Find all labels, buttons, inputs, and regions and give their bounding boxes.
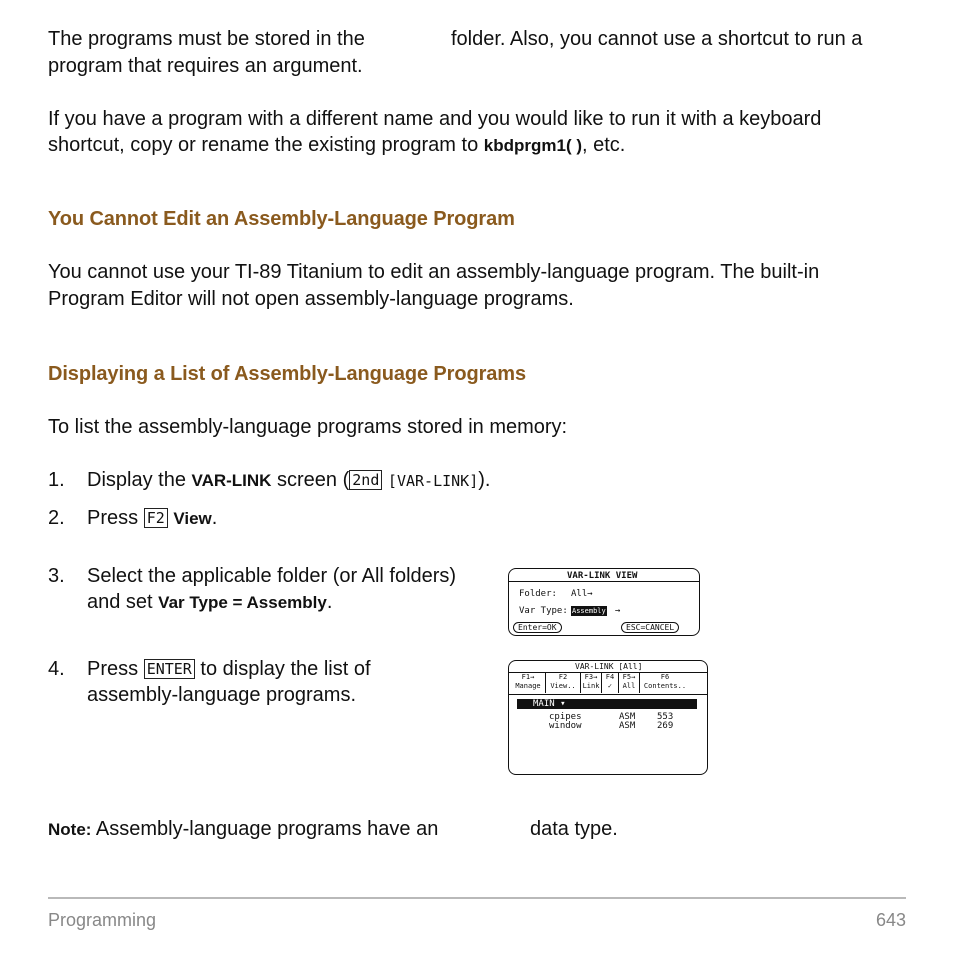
toolbar-tab-all[interactable]: F5→ All [619, 673, 640, 693]
shortcut-text: shortcut, copy or rename the existing program to [48, 134, 479, 156]
folder-main: MAIN ▾ [533, 699, 566, 709]
var-link-key: [VAR-LINK] [387, 472, 479, 490]
file-name-row1[interactable]: cpipes [549, 712, 582, 722]
screen-title: VAR-LINK [All] [575, 662, 643, 671]
step-text: Press [87, 507, 139, 529]
step-text: ). [478, 469, 491, 491]
file-type-row1: ASM [619, 712, 636, 722]
var-link-label: VAR-LINK [191, 471, 272, 490]
section2-intro: To list the assembly-language programs stored in memory: [48, 416, 568, 438]
footer-section: Programming [48, 910, 157, 930]
step-number: 2. [48, 507, 65, 529]
step-3-line2 [87, 589, 332, 616]
footer-divider [48, 897, 906, 899]
toolbar-tab-contents[interactable]: F6 Contents.. [643, 673, 687, 690]
file-type-row2: ASM [619, 721, 636, 731]
kbdprgm-code: kbdprgm1( ) [483, 136, 583, 155]
var-link-list-screen [508, 660, 708, 775]
step-3-line1: Select the applicable folder (or All folders) [87, 565, 457, 587]
note-text-b: data type. [530, 818, 618, 840]
shortcut-etc: , etc. [582, 134, 626, 156]
step-text: Press [87, 658, 139, 680]
step-number: 1. [48, 469, 65, 491]
enter-key: ENTER [144, 659, 195, 679]
vartype-arrow: → [615, 606, 621, 616]
section-heading-display: Displaying a List of Assembly-Language Programs [48, 363, 527, 385]
file-name-row2[interactable]: window [549, 721, 582, 731]
intro-text-b: folder. Also, you cannot use a shortcut to run a [451, 28, 863, 50]
step-text: to display the list of [200, 658, 371, 680]
2nd-key: 2nd [349, 470, 382, 490]
section1-line1: You cannot use your TI-89 Titanium to edit an assembly-language program. The built-in [48, 261, 820, 283]
screen-title: VAR-LINK VIEW [567, 571, 638, 581]
step-text: and set [87, 591, 153, 613]
title-divider [509, 581, 699, 582]
view-label: View [173, 509, 212, 528]
shortcut-paragraph-line2 [48, 132, 625, 159]
toolbar-tab-manage[interactable]: F1→ Manage [511, 673, 546, 693]
step-text: . [326, 591, 333, 613]
step-number: 3. [48, 565, 65, 587]
intro-text-a: The programs must be stored in the [48, 28, 365, 50]
page-number: 643 [875, 910, 906, 930]
toolbar-tab-view[interactable]: F2 View.. [546, 673, 581, 693]
note-label: Note: [48, 820, 92, 839]
toolbar-tab-check[interactable]: F4 ✓ [602, 673, 619, 693]
var-type-assembly: Var Type = Assembly [158, 593, 327, 612]
folder-label: Folder: [519, 589, 557, 599]
note-text-a: Assembly-language programs have an [95, 818, 439, 840]
vartype-value[interactable]: Assembly [572, 607, 606, 615]
step-2 [87, 505, 217, 532]
toolbar-bottom-line [509, 694, 707, 695]
section1-line2: Program Editor will not open assembly-language programs. [48, 288, 574, 310]
step-4-line1 [87, 656, 371, 682]
step-4-line2: assembly-language programs. [87, 684, 357, 706]
esc-cancel-button[interactable]: ESC=CANCEL [621, 622, 679, 633]
note [48, 816, 438, 843]
shortcut-paragraph-line1: If you have a program with a different name and you would like to run it with a keyboard [48, 108, 822, 130]
enter-ok-button[interactable]: Enter=OK [513, 622, 562, 633]
step-text: . [211, 507, 218, 529]
step-text: screen ( [277, 469, 350, 491]
file-size-row1: 553 [657, 712, 674, 722]
section-heading-edit: You Cannot Edit an Assembly-Language Program [48, 208, 515, 230]
vartype-label: Var Type: [519, 606, 568, 616]
step-text: Display the [87, 469, 186, 491]
var-link-view-screen [508, 568, 700, 636]
step-1 [87, 467, 490, 494]
intro-line2: program that requires an argument. [48, 55, 363, 77]
toolbar-tab-link[interactable]: F3→ Link [581, 673, 602, 693]
folder-value: All→ [571, 589, 593, 599]
f2-key: F2 [144, 508, 168, 528]
step-number: 4. [48, 658, 65, 680]
file-size-row2: 269 [657, 721, 674, 731]
